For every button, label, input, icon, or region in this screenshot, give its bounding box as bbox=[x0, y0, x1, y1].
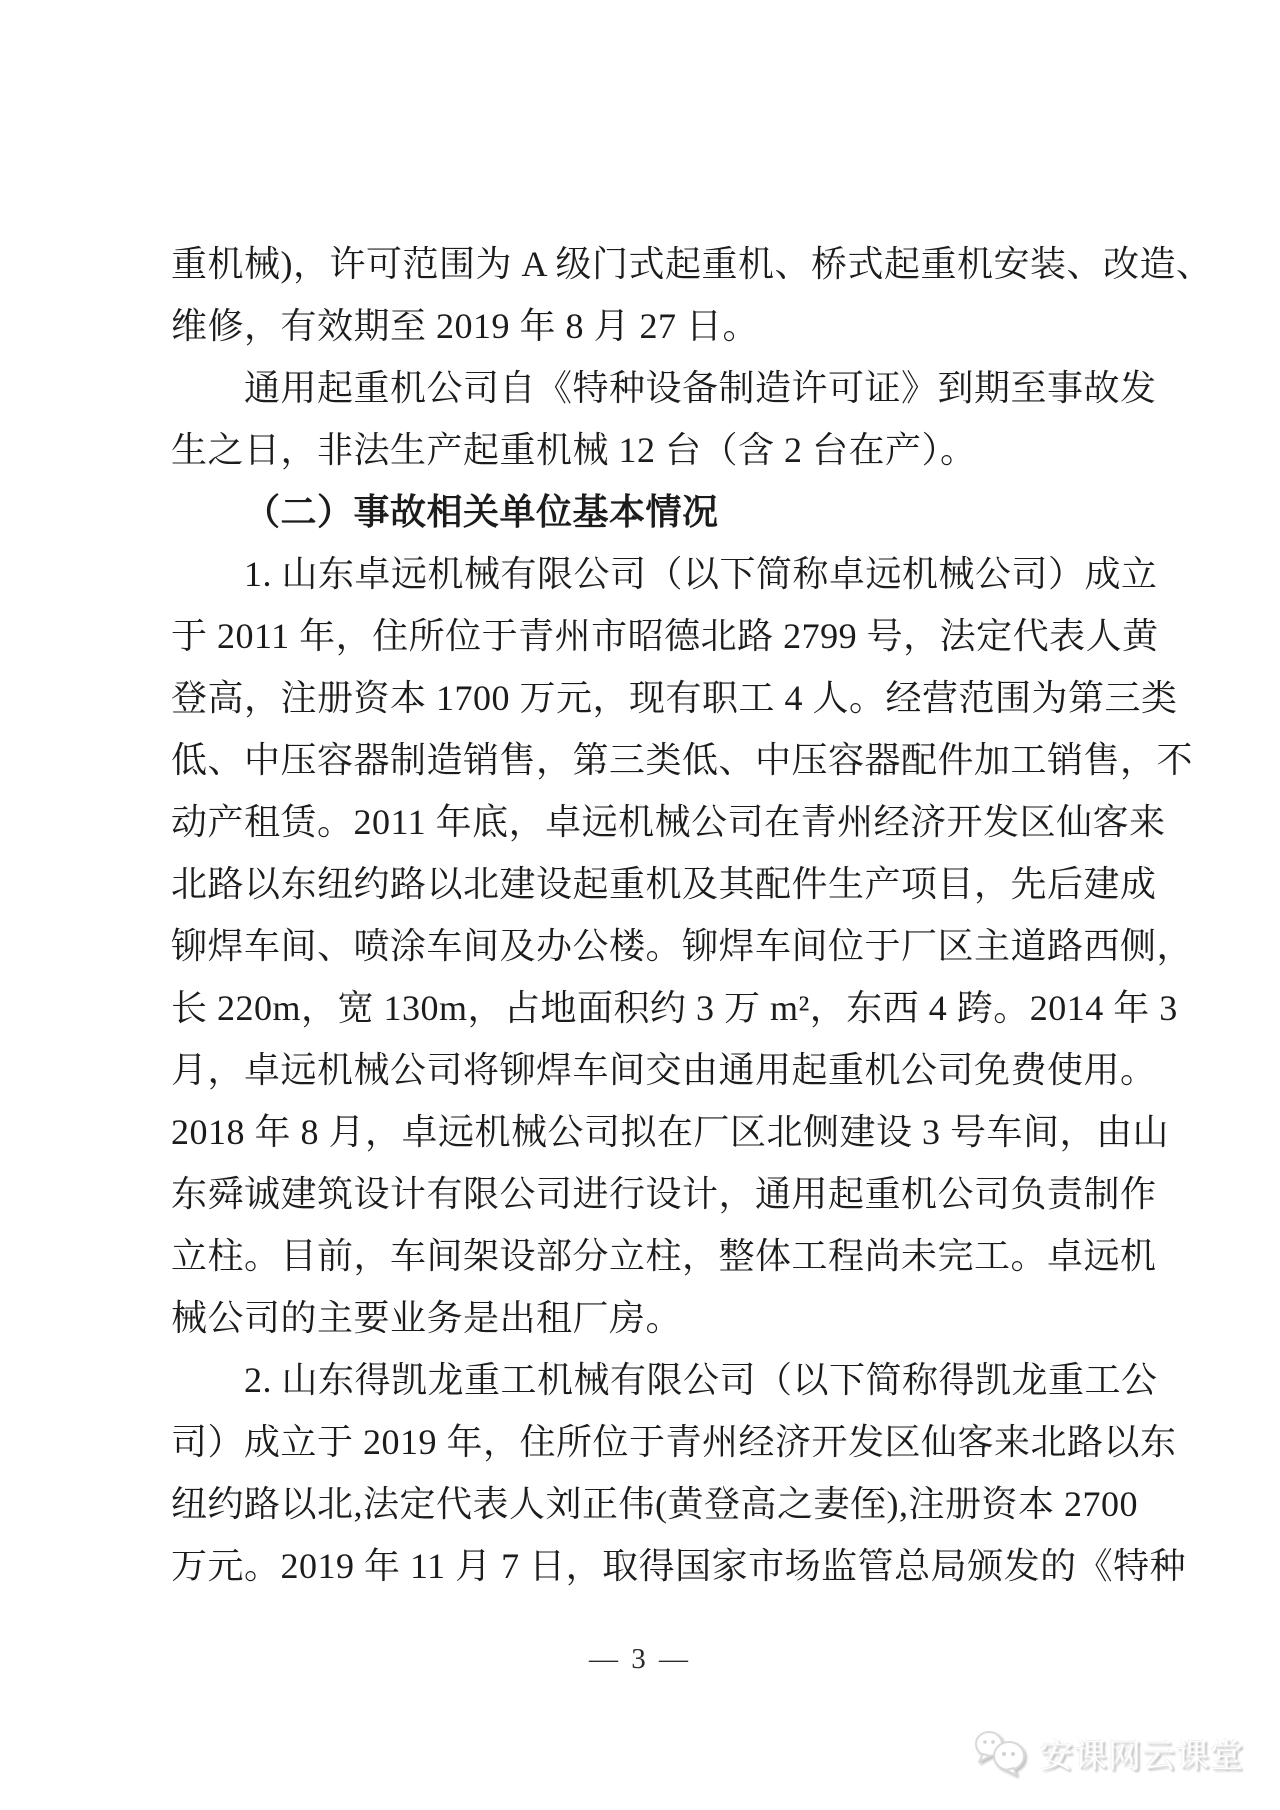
document-line: 登高，注册资本 1700 万元，现有职工 4 人。经营范围为第三类 bbox=[171, 678, 1178, 718]
document-line: 重机械)，许可范围为 A 级门式起重机、桥式起重机安装、改造、 bbox=[171, 244, 1213, 284]
document-line: 于 2011 年，住所位于青州市昭德北路 2799 号，法定代表人黄 bbox=[171, 616, 1159, 656]
document-line: 万元。2019 年 11 月 7 日，取得国家市场监管总局颁发的《特种 bbox=[171, 1546, 1187, 1586]
document-line: 东舜诚建筑设计有限公司进行设计，通用起重机公司负责制作 bbox=[171, 1174, 1157, 1214]
watermark bbox=[972, 1729, 1244, 1777]
chat-bubbles-icon bbox=[972, 1729, 1030, 1777]
document-line: 立柱。目前，车间架设部分立柱，整体工程尚未完工。卓远机 bbox=[171, 1236, 1157, 1276]
watermark-text: 安课网云课堂 bbox=[1040, 1738, 1244, 1775]
document-line: 长 220m，宽 130m，占地面积约 3 万 m²，东西 4 跨。2014 年 3 bbox=[171, 988, 1178, 1028]
document-body bbox=[171, 233, 1213, 1597]
document-line: 2018 年 8 月，卓远机械公司拟在厂区北侧建设 3 号车间，由山 bbox=[171, 1112, 1170, 1152]
page-number: — 3 — bbox=[589, 1643, 691, 1675]
document-line: 通用起重机公司自《特种设备制造许可证》到期至事故发 bbox=[244, 368, 1157, 408]
document-line: 铆焊车间、喷涂车间及办公楼。铆焊车间位于厂区主道路西侧， bbox=[171, 926, 1194, 966]
section-heading: （二）事故相关单位基本情况 bbox=[244, 492, 719, 532]
document-line: 月，卓远机械公司将铆焊车间交由通用起重机公司免费使用。 bbox=[171, 1050, 1157, 1090]
document-line: 械公司的主要业务是出租厂房。 bbox=[171, 1298, 683, 1338]
document-line: 北路以东纽约路以北建设起重机及其配件生产项目，先后建成 bbox=[171, 864, 1157, 904]
document-line: 2. 山东得凯龙重工机械有限公司（以下简称得凯龙重工公 bbox=[244, 1360, 1158, 1400]
document-line: 维修，有效期至 2019 年 8 月 27 日。 bbox=[171, 306, 760, 346]
document-line: 低、中压容器制造销售，第三类低、中压容器配件加工销售，不 bbox=[171, 740, 1194, 780]
document-line: 纽约路以北,法定代表人刘正伟(黄登高之妻侄),注册资本 2700 bbox=[171, 1484, 1138, 1524]
document-line: 生之日，非法生产起重机械 12 台（含 2 台在产）。 bbox=[171, 430, 977, 470]
document-line: 1. 山东卓远机械有限公司（以下简称卓远机械公司）成立 bbox=[244, 554, 1158, 594]
document-line: 司）成立于 2019 年，住所位于青州经济开发区仙客来北路以东 bbox=[171, 1422, 1177, 1462]
document-line: 动产租赁。2011 年底，卓远机械公司在青州经济开发区仙客来 bbox=[171, 802, 1166, 842]
